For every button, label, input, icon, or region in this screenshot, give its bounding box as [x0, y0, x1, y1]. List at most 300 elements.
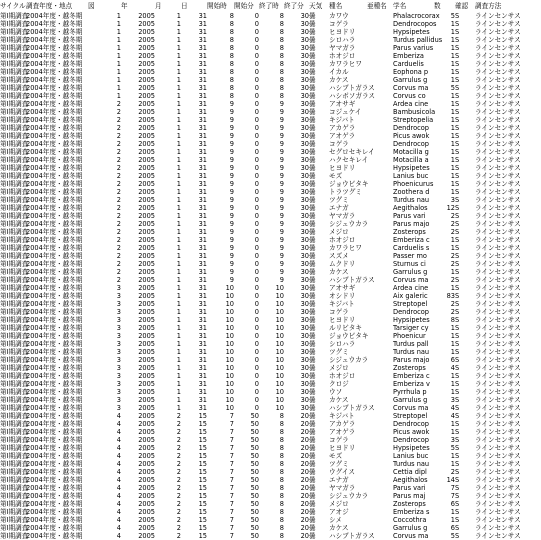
table-cell[interactable]: 9 — [229, 156, 234, 164]
table-cell[interactable]: Parus vari — [393, 484, 426, 492]
table-cell[interactable]: 2005 — [138, 92, 155, 100]
table-cell[interactable]: 31 — [198, 356, 207, 364]
table-cell[interactable]: ラインセンサス — [475, 348, 521, 356]
table-cell[interactable]: 2005 — [138, 460, 155, 468]
table-cell[interactable]: 1 — [176, 292, 181, 300]
table-cell[interactable]: 2004年度・越冬期 — [26, 156, 83, 164]
table-cell[interactable]: 0 — [254, 236, 259, 244]
table-cell[interactable]: Phalacrocorax — [393, 12, 440, 20]
table-cell[interactable]: 9 — [229, 108, 234, 116]
table-row[interactable] — [0, 12, 541, 20]
table-row[interactable] — [0, 500, 541, 508]
table-cell[interactable]: 2 — [176, 500, 181, 508]
table-cell[interactable]: 2005 — [138, 388, 155, 396]
table-cell[interactable]: 1 — [116, 60, 121, 68]
table-cell[interactable]: 4 — [450, 404, 455, 412]
table-cell[interactable]: 4 — [116, 428, 121, 436]
table-cell[interactable]: 2005 — [138, 444, 155, 452]
table-cell[interactable]: S — [455, 76, 460, 84]
table-cell[interactable]: 20 — [300, 468, 309, 476]
table-cell[interactable]: 曇 — [309, 140, 316, 148]
table-cell[interactable]: 3 — [450, 396, 455, 404]
table-cell[interactable]: 20 — [300, 444, 309, 452]
table-cell[interactable]: 30 — [300, 140, 309, 148]
table-cell[interactable]: 2 — [176, 532, 181, 540]
table-cell[interactable]: 31 — [198, 100, 207, 108]
table-cell[interactable]: 1 — [176, 28, 181, 36]
table-cell[interactable]: 9 — [279, 148, 284, 156]
table-cell[interactable]: 0 — [254, 204, 259, 212]
table-cell[interactable]: 31 — [198, 228, 207, 236]
table-cell[interactable]: 1 — [176, 396, 181, 404]
table-cell[interactable]: S — [455, 380, 460, 388]
table-cell[interactable]: 50 — [250, 516, 259, 524]
table-cell[interactable] — [367, 300, 393, 308]
table-cell[interactable] — [367, 284, 393, 292]
table-cell[interactable]: 2 — [176, 468, 181, 476]
table-cell[interactable]: S — [455, 252, 460, 260]
table-cell[interactable]: 8 — [279, 76, 284, 84]
table-cell[interactable]: 10 — [275, 308, 284, 316]
table-cell[interactable]: 20 — [300, 500, 309, 508]
table-cell[interactable]: Coccothra — [393, 516, 427, 524]
table-cell[interactable]: 第Ⅰ期調査 — [0, 324, 29, 332]
table-cell[interactable]: 2004年度・越冬期 — [26, 228, 83, 236]
table-cell[interactable]: 曇 — [309, 356, 316, 364]
table-cell[interactable]: 50 — [250, 412, 259, 420]
table-cell[interactable]: 1 — [116, 28, 121, 36]
table-cell[interactable]: Lanius buc — [393, 172, 429, 180]
table-cell[interactable]: 1 — [450, 452, 455, 460]
table-cell[interactable]: 曇 — [309, 324, 316, 332]
table-cell[interactable]: 曇 — [309, 76, 316, 84]
table-cell[interactable]: 50 — [250, 476, 259, 484]
table-cell[interactable] — [367, 100, 393, 108]
table-cell[interactable]: 曇 — [309, 508, 316, 516]
table-cell[interactable]: 15 — [198, 428, 207, 436]
table-cell[interactable]: 2 — [116, 244, 121, 252]
table-cell[interactable]: Zosterops — [393, 364, 426, 372]
table-cell[interactable]: 9 — [279, 268, 284, 276]
table-cell[interactable]: 第Ⅰ期調査 — [0, 172, 29, 180]
column-header[interactable]: 月 — [155, 2, 162, 10]
table-cell[interactable]: S — [455, 108, 460, 116]
table-cell[interactable]: 30 — [300, 164, 309, 172]
table-cell[interactable]: ラインセンサス — [475, 460, 521, 468]
table-cell[interactable]: 曇 — [309, 172, 316, 180]
table-cell[interactable]: 31 — [198, 276, 207, 284]
table-cell[interactable]: 2005 — [138, 412, 155, 420]
table-cell[interactable]: 7 — [229, 508, 234, 516]
table-cell[interactable] — [367, 364, 393, 372]
table-cell[interactable]: 31 — [198, 196, 207, 204]
table-cell[interactable]: 第Ⅰ期調査 — [0, 228, 29, 236]
table-cell[interactable]: 2 — [116, 132, 121, 140]
table-cell[interactable]: 曇 — [309, 156, 316, 164]
table-cell[interactable]: 2 — [176, 476, 181, 484]
table-cell[interactable]: 30 — [300, 100, 309, 108]
table-cell[interactable]: 10 — [225, 316, 234, 324]
table-cell[interactable]: S — [455, 164, 460, 172]
table-cell[interactable]: 10 — [225, 300, 234, 308]
table-cell[interactable]: ホオジロ — [329, 372, 356, 380]
table-cell[interactable]: 曇 — [309, 388, 316, 396]
table-cell[interactable]: 2004年度・越冬期 — [26, 12, 83, 20]
table-cell[interactable]: 30 — [300, 244, 309, 252]
table-cell[interactable]: 曇 — [309, 500, 316, 508]
table-cell[interactable]: ラインセンサス — [475, 532, 521, 540]
column-header[interactable]: 数 — [434, 2, 441, 10]
table-cell[interactable]: 2005 — [138, 268, 155, 276]
table-cell[interactable]: 2005 — [138, 308, 155, 316]
table-cell[interactable]: 2004年度・越冬期 — [26, 316, 83, 324]
table-cell[interactable]: ヒヨドリ — [329, 28, 356, 36]
table-cell[interactable]: 10 — [225, 340, 234, 348]
table-cell[interactable]: 第Ⅰ期調査 — [0, 180, 29, 188]
table-cell[interactable]: 7 — [229, 420, 234, 428]
table-cell[interactable]: 7 — [229, 524, 234, 532]
table-cell[interactable]: 20 — [300, 516, 309, 524]
table-cell[interactable]: 10 — [225, 324, 234, 332]
table-row[interactable] — [0, 340, 541, 348]
table-cell[interactable]: 2 — [176, 444, 181, 452]
table-cell[interactable]: 1 — [176, 124, 181, 132]
table-cell[interactable]: 2004年度・越冬期 — [26, 436, 83, 444]
table-cell[interactable]: アオサギ — [329, 284, 356, 292]
table-cell[interactable]: 1 — [450, 68, 455, 76]
table-cell[interactable]: S — [455, 364, 460, 372]
table-cell[interactable]: 4 — [116, 460, 121, 468]
table-cell[interactable] — [367, 340, 393, 348]
table-row[interactable] — [0, 420, 541, 428]
table-cell[interactable]: 31 — [198, 404, 207, 412]
table-cell[interactable]: 10 — [275, 372, 284, 380]
table-cell[interactable]: S — [455, 28, 460, 36]
table-cell[interactable]: Pyrrhula p — [393, 388, 427, 396]
table-cell[interactable]: ハシブトガラス — [329, 404, 375, 412]
table-cell[interactable]: 曇 — [309, 204, 316, 212]
table-cell[interactable]: Phoenicurus — [393, 180, 434, 188]
table-cell[interactable]: 第Ⅰ期調査 — [0, 372, 29, 380]
column-header[interactable]: 年 — [121, 2, 128, 10]
table-cell[interactable]: 1 — [450, 268, 455, 276]
table-cell[interactable]: 30 — [300, 188, 309, 196]
table-cell[interactable]: 曇 — [309, 124, 316, 132]
table-cell[interactable]: 9 — [229, 260, 234, 268]
table-cell[interactable]: イカル — [329, 68, 349, 76]
table-cell[interactable]: 2005 — [138, 180, 155, 188]
table-cell[interactable]: 9 — [279, 108, 284, 116]
table-cell[interactable]: 8 — [450, 316, 455, 324]
table-cell[interactable]: S — [455, 124, 460, 132]
table-cell[interactable]: 8 — [279, 492, 284, 500]
table-cell[interactable] — [367, 124, 393, 132]
table-cell[interactable]: Motacilla g — [393, 148, 429, 156]
table-cell[interactable]: 第Ⅰ期調査 — [0, 484, 29, 492]
table-cell[interactable]: 曇 — [309, 36, 316, 44]
table-cell[interactable]: アオゲラ — [329, 428, 356, 436]
table-cell[interactable]: 曇 — [309, 132, 316, 140]
table-cell[interactable]: 30 — [300, 372, 309, 380]
table-cell[interactable]: 7 — [229, 444, 234, 452]
column-header[interactable]: 開始時 — [207, 2, 227, 10]
table-cell[interactable]: 第Ⅰ期調査 — [0, 156, 29, 164]
table-cell[interactable]: ラインセンサス — [475, 220, 521, 228]
table-cell[interactable]: 2 — [176, 428, 181, 436]
table-cell[interactable]: 3 — [116, 364, 121, 372]
table-cell[interactable]: Turdus nau — [393, 348, 430, 356]
table-cell[interactable]: 3 — [116, 300, 121, 308]
table-cell[interactable]: Garrulus g — [393, 524, 428, 532]
table-cell[interactable]: 8 — [229, 28, 234, 36]
table-cell[interactable]: 1 — [176, 332, 181, 340]
table-cell[interactable]: 1 — [176, 172, 181, 180]
table-cell[interactable]: 30 — [300, 196, 309, 204]
table-cell[interactable]: 20 — [300, 476, 309, 484]
table-cell[interactable]: 2004年度・越冬期 — [26, 76, 83, 84]
table-cell[interactable] — [367, 244, 393, 252]
table-cell[interactable]: S — [455, 508, 460, 516]
column-header[interactable]: 天気 — [309, 2, 323, 10]
table-cell[interactable]: 3 — [116, 340, 121, 348]
table-cell[interactable]: 1 — [450, 124, 455, 132]
table-cell[interactable]: 30 — [300, 396, 309, 404]
table-cell[interactable]: 2004年度・越冬期 — [26, 532, 83, 540]
table-cell[interactable]: Dendrocop — [393, 436, 429, 444]
table-cell[interactable]: 2004年度・越冬期 — [26, 356, 83, 364]
table-cell[interactable]: 2 — [116, 100, 121, 108]
table-cell[interactable]: 曇 — [309, 332, 316, 340]
table-cell[interactable]: ラインセンサス — [475, 308, 521, 316]
table-cell[interactable]: 31 — [198, 132, 207, 140]
table-cell[interactable]: 9 — [229, 180, 234, 188]
table-cell[interactable] — [367, 436, 393, 444]
table-cell[interactable]: S — [455, 132, 460, 140]
table-cell[interactable] — [367, 132, 393, 140]
table-row[interactable] — [0, 244, 541, 252]
table-cell[interactable]: ラインセンサス — [475, 444, 521, 452]
table-cell[interactable]: 3 — [116, 356, 121, 364]
table-row[interactable] — [0, 300, 541, 308]
table-cell[interactable]: 8 — [279, 84, 284, 92]
table-cell[interactable]: 9 — [229, 124, 234, 132]
table-cell[interactable]: 30 — [300, 316, 309, 324]
table-cell[interactable]: 1 — [450, 100, 455, 108]
table-cell[interactable]: 31 — [198, 124, 207, 132]
table-cell[interactable]: 1 — [450, 92, 455, 100]
table-cell[interactable]: ラインセンサス — [475, 100, 521, 108]
table-cell[interactable]: 30 — [300, 348, 309, 356]
table-cell[interactable]: 2005 — [138, 324, 155, 332]
table-cell[interactable]: 9 — [279, 100, 284, 108]
table-cell[interactable]: 2005 — [138, 316, 155, 324]
table-cell[interactable]: 2004年度・越冬期 — [26, 260, 83, 268]
table-row[interactable] — [0, 260, 541, 268]
table-cell[interactable]: 9 — [229, 276, 234, 284]
table-cell[interactable]: 15 — [198, 492, 207, 500]
table-cell[interactable]: 0 — [254, 244, 259, 252]
table-cell[interactable]: 2005 — [138, 428, 155, 436]
table-cell[interactable]: 曇 — [309, 252, 316, 260]
table-cell[interactable]: 0 — [254, 84, 259, 92]
table-cell[interactable]: 2004年度・越冬期 — [26, 396, 83, 404]
table-row[interactable] — [0, 484, 541, 492]
table-cell[interactable]: 9 — [229, 252, 234, 260]
table-cell[interactable]: 50 — [250, 428, 259, 436]
table-row[interactable] — [0, 492, 541, 500]
table-cell[interactable]: 2005 — [138, 84, 155, 92]
column-header[interactable]: 終了分 — [284, 2, 304, 10]
table-cell[interactable] — [367, 212, 393, 220]
table-cell[interactable] — [367, 500, 393, 508]
table-cell[interactable]: 2004年度・越冬期 — [26, 500, 83, 508]
table-cell[interactable]: S — [455, 436, 460, 444]
table-cell[interactable]: 2004年度・越冬期 — [26, 132, 83, 140]
table-row[interactable] — [0, 92, 541, 100]
table-cell[interactable]: S — [455, 284, 460, 292]
table-row[interactable] — [0, 452, 541, 460]
table-cell[interactable]: 第Ⅰ期調査 — [0, 92, 29, 100]
table-cell[interactable]: 2005 — [138, 420, 155, 428]
table-cell[interactable]: 2005 — [138, 188, 155, 196]
table-row[interactable] — [0, 116, 541, 124]
table-row[interactable] — [0, 20, 541, 28]
table-row[interactable] — [0, 276, 541, 284]
table-cell[interactable]: S — [455, 460, 460, 468]
table-cell[interactable]: 2004年度・越冬期 — [26, 308, 83, 316]
table-cell[interactable]: 0 — [254, 340, 259, 348]
table-cell[interactable]: 1 — [450, 188, 455, 196]
table-cell[interactable]: 4 — [116, 508, 121, 516]
table-cell[interactable]: Parus varius — [393, 44, 434, 52]
table-cell[interactable]: 第Ⅰ期調査 — [0, 356, 29, 364]
table-cell[interactable]: ラインセンサス — [475, 244, 521, 252]
table-cell[interactable]: 曇 — [309, 276, 316, 284]
table-cell[interactable]: 0 — [254, 92, 259, 100]
table-cell[interactable]: 31 — [198, 372, 207, 380]
table-cell[interactable]: 第Ⅰ期調査 — [0, 124, 29, 132]
table-cell[interactable]: 30 — [300, 20, 309, 28]
table-cell[interactable]: 30 — [300, 252, 309, 260]
table-cell[interactable]: 1 — [116, 20, 121, 28]
table-cell[interactable]: ムクドリ — [329, 260, 356, 268]
table-cell[interactable]: 7 — [229, 436, 234, 444]
table-cell[interactable]: S — [455, 300, 460, 308]
table-cell[interactable]: Dendrocop — [393, 140, 429, 148]
table-cell[interactable]: 10 — [275, 284, 284, 292]
table-cell[interactable]: 15 — [198, 476, 207, 484]
table-cell[interactable]: Tarsiger cy — [393, 324, 429, 332]
table-cell[interactable]: 曇 — [309, 148, 316, 156]
table-cell[interactable]: 8 — [279, 460, 284, 468]
table-cell[interactable]: 9 — [229, 196, 234, 204]
table-cell[interactable]: 2 — [116, 204, 121, 212]
table-cell[interactable]: 1 — [176, 404, 181, 412]
table-cell[interactable]: S — [455, 348, 460, 356]
table-cell[interactable]: 10 — [275, 356, 284, 364]
table-cell[interactable]: モズ — [329, 452, 343, 460]
table-cell[interactable]: 曇 — [309, 236, 316, 244]
table-cell[interactable]: ルリビタキ — [329, 324, 362, 332]
table-cell[interactable]: 2004年度・越冬期 — [26, 484, 83, 492]
table-cell[interactable]: 0 — [254, 308, 259, 316]
table-cell[interactable]: 1 — [450, 28, 455, 36]
table-cell[interactable]: 2005 — [138, 468, 155, 476]
table-cell[interactable]: 1 — [450, 180, 455, 188]
table-cell[interactable] — [367, 348, 393, 356]
table-cell[interactable]: コゲラ — [329, 436, 349, 444]
table-cell[interactable]: S — [455, 204, 460, 212]
table-cell[interactable]: 31 — [198, 84, 207, 92]
table-cell[interactable]: Picus awok — [393, 132, 430, 140]
table-row[interactable] — [0, 428, 541, 436]
table-cell[interactable]: ラインセンサス — [475, 140, 521, 148]
table-cell[interactable]: 31 — [198, 36, 207, 44]
table-cell[interactable] — [367, 308, 393, 316]
table-cell[interactable]: 1 — [176, 260, 181, 268]
table-cell[interactable]: 2005 — [138, 260, 155, 268]
table-cell[interactable]: S — [455, 340, 460, 348]
table-cell[interactable]: 9 — [229, 212, 234, 220]
table-cell[interactable]: 1 — [176, 236, 181, 244]
table-cell[interactable]: ラインセンサス — [475, 20, 521, 28]
table-cell[interactable]: 9 — [229, 244, 234, 252]
table-cell[interactable]: シロハラ — [329, 340, 356, 348]
table-cell[interactable]: 2005 — [138, 228, 155, 236]
table-cell[interactable]: 31 — [198, 44, 207, 52]
table-cell[interactable]: 6 — [450, 500, 455, 508]
table-cell[interactable]: 50 — [250, 452, 259, 460]
table-cell[interactable]: 0 — [254, 68, 259, 76]
table-cell[interactable]: 2005 — [138, 236, 155, 244]
table-cell[interactable]: 1 — [176, 68, 181, 76]
table-cell[interactable]: ラインセンサス — [475, 356, 521, 364]
table-cell[interactable]: S — [455, 140, 460, 148]
table-cell[interactable]: 曇 — [309, 308, 316, 316]
table-cell[interactable]: 10 — [275, 396, 284, 404]
table-cell[interactable]: 第Ⅰ期調査 — [0, 60, 29, 68]
table-cell[interactable]: ホオジロ — [329, 52, 356, 60]
table-cell[interactable]: 曇 — [309, 404, 316, 412]
table-cell[interactable]: 2 — [116, 108, 121, 116]
table-cell[interactable]: 第Ⅰ期調査 — [0, 348, 29, 356]
table-cell[interactable]: Corvus ma — [393, 404, 429, 412]
column-header[interactable]: 種名 — [329, 2, 343, 10]
table-cell[interactable]: 20 — [300, 532, 309, 540]
table-cell[interactable]: 2004年度・越冬期 — [26, 116, 83, 124]
table-cell[interactable]: ラインセンサス — [475, 156, 521, 164]
table-cell[interactable]: 0 — [254, 196, 259, 204]
table-cell[interactable]: Phoenicur — [393, 332, 426, 340]
table-cell[interactable]: 1 — [176, 132, 181, 140]
table-cell[interactable]: 1 — [176, 84, 181, 92]
table-cell[interactable]: 3 — [116, 404, 121, 412]
table-cell[interactable]: 2004年度・越冬期 — [26, 268, 83, 276]
table-cell[interactable]: 3 — [116, 332, 121, 340]
table-cell[interactable]: Emberiza — [393, 52, 424, 60]
table-cell[interactable]: 8 — [229, 44, 234, 52]
table-row[interactable] — [0, 44, 541, 52]
table-cell[interactable]: 7 — [229, 476, 234, 484]
table-cell[interactable]: 2005 — [138, 356, 155, 364]
table-row[interactable] — [0, 100, 541, 108]
table-cell[interactable]: 31 — [198, 260, 207, 268]
table-cell[interactable]: 1 — [176, 324, 181, 332]
table-cell[interactable]: 0 — [254, 28, 259, 36]
table-cell[interactable]: 1 — [450, 372, 455, 380]
table-cell[interactable]: 曇 — [309, 460, 316, 468]
table-cell[interactable]: 8 — [279, 60, 284, 68]
